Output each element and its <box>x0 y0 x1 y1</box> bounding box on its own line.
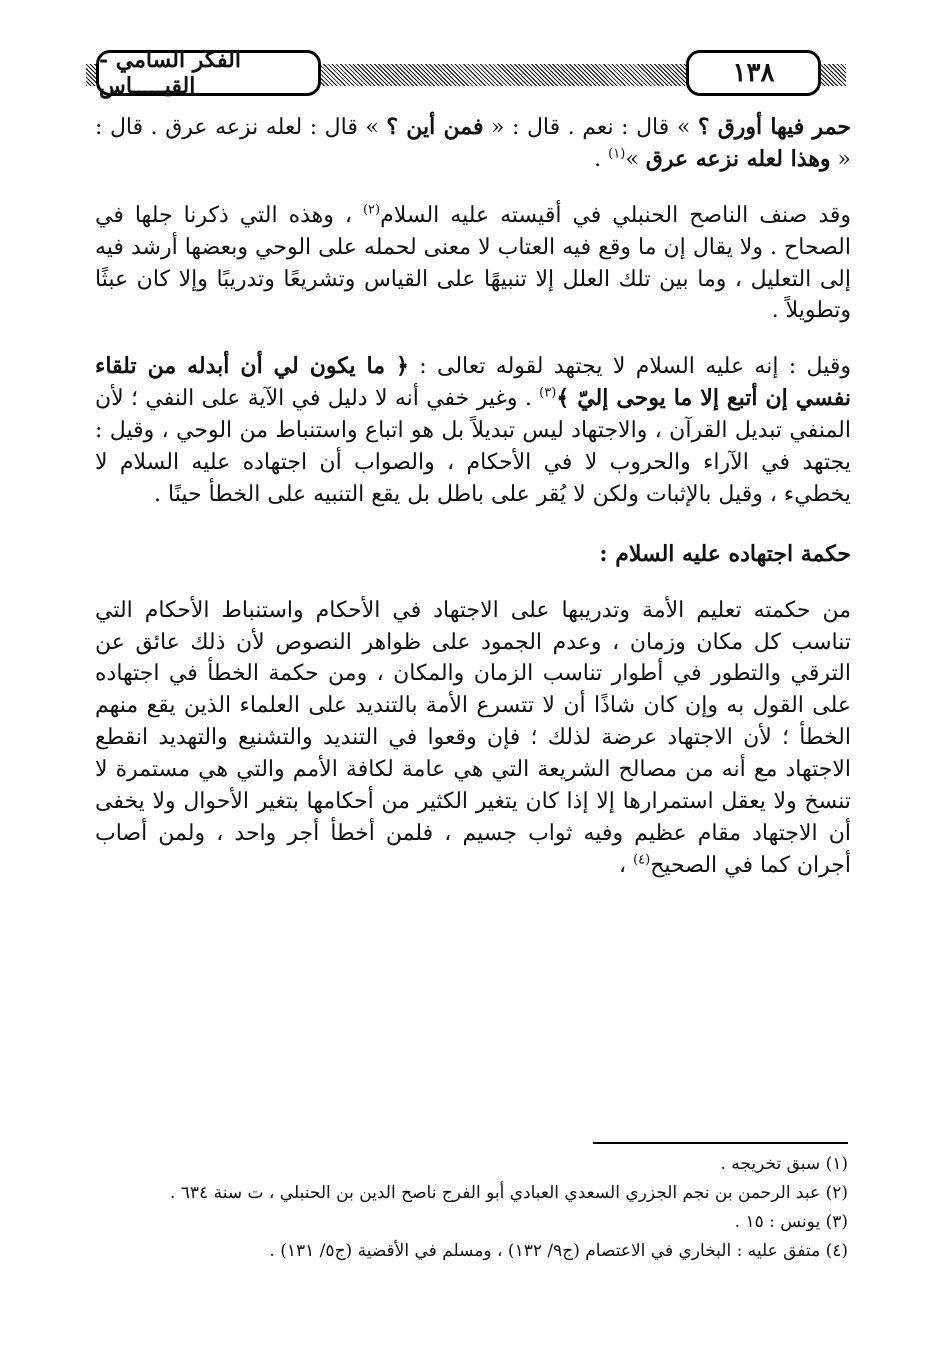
footnote-ref-2: (٢) <box>362 202 381 218</box>
footnote-ref-4: (٤) <box>633 852 651 868</box>
paragraph-wisdom <box>95 595 851 882</box>
section-heading: حكمة اجتهاده عليه السلام : <box>599 540 851 567</box>
footnote-ref-3: (٣) <box>539 385 557 401</box>
main-text <box>95 112 851 882</box>
text-run: . وغير خفي أنه لا دليل في الآية على النفي ؛ لأن المنفي تبديل القرآن ، والاجتهاد ليس تبديلاً بل هو اتباع واستنباط من الوحي ، وقيل : يجتهد في الآراء والحروب لا في الأحكام ، والصواب أن اجتهاده عليه السلام لا يخطيء ، وقيل بالإثبات ولكن لا يُقر على باطل بل يقع التنبيه على الخطأ حينًا . <box>95 386 851 507</box>
hadith-bold-1: حمر فيها أورق ؟ <box>697 114 851 140</box>
text-run: ، وهذه التي ذكرنا جلها في الصحاح . ولا يقال إن ما وقع فيه العتاب لا معنى لحمله على الوحي وبعضها أرشد فيه إلى التعليل ، وما بين تلك العلل إلا تنبيهًا على القياس وتشريعًا وتدريبًا وإلا كان عبثًا وتطويلاً . <box>95 202 851 324</box>
hadith-bold-3: وهذا لعله نزعه عرق <box>645 145 831 172</box>
footnote-divider <box>593 1142 848 1144</box>
footnote-ref-1: (١) <box>608 146 626 162</box>
paragraph-ijtihad-debate <box>95 351 851 510</box>
footnote-3: (٣) يونس : ١٥ . <box>734 1211 848 1232</box>
text-run: ، <box>618 852 634 878</box>
footnote-2: (٢) عبد الرحمن بن نجم الجزري السعدي العبادي أبو الفرج ناصح الدين بن الحنبلي ، ت سنة ٦٣٤ . <box>169 1182 848 1203</box>
page-number: ١٣٨ <box>686 50 821 96</box>
running-title: الفكر السامي - القيـــــاس <box>96 50 321 96</box>
paragraph-nasih-hanbali <box>95 200 851 328</box>
text-run: وقيل : إنه عليه السلام لا يجتهد لقوله تعالى : <box>408 354 851 380</box>
text-run: » <box>625 146 646 172</box>
text-run: وقد صنف الناصح الحنبلي في أقيسته عليه السلام <box>380 202 852 228</box>
footnote-1: (١) سبق تخريجه . <box>720 1154 848 1174</box>
hadith-bold-2: فمن أين ؟ <box>386 114 484 140</box>
running-header <box>86 47 846 100</box>
text-run: من حكمته تعليم الأمة وتدريبها على الاجتهاد في الأحكام واستنباط الأحكام التي تناسب كل مكان وزمان ، وعدم الجمود على ظواهر النصوص لأن ذلك عائق عن الترقي والتطور في أطوار تناسب الزمان والمكان ، ومن حكمة الخطأ في اجتهاده على القول به وإن كان شاذًا أن لا تتسرع الأمة بالتنديد على العلماء الذين يقع منهم الخطأ ؛ لأن الاجتهاد عرضة لذلك ؛ فإن وقعوا في التنديد والتشنيع والتهديد انقطع الاجتهاد مع أنه من مصالح الشريعة التي هي عامة لكافة الأمم والتي هي مستمرة لا تنسخ ولا يعقل استمرارها إلا إذا كان يتغير الكثير من أحكامها بتغير الأحوال ولا يخفى أن الاجتهاد مقام عظيم وفيه ثواب جسيم ، فلمن أخطأ أجر واحد ، ولمن أصاب أجران كما في الصحيح <box>95 597 851 878</box>
quran-verse: ﴿ ما يكون لي أن أبدله من تلقاء نفسي إن أتبع إلا ما يوحى إليّ ﴾ <box>95 353 852 412</box>
text-run: » قال : نعم . قال : « <box>483 115 698 140</box>
footnotes <box>95 1142 848 1266</box>
text-run: » قال : لعله نزعه عرق . قال : « <box>95 115 851 172</box>
paragraph-hadith-ending <box>95 112 851 176</box>
footnote-4: (٤) متفق عليه : البخاري في الاعتصام (ج٩/ ١٣٢) ، ومسلم في الأقضية (ج٥/ ١٣١) . <box>269 1240 848 1261</box>
text-run: . <box>594 146 609 172</box>
